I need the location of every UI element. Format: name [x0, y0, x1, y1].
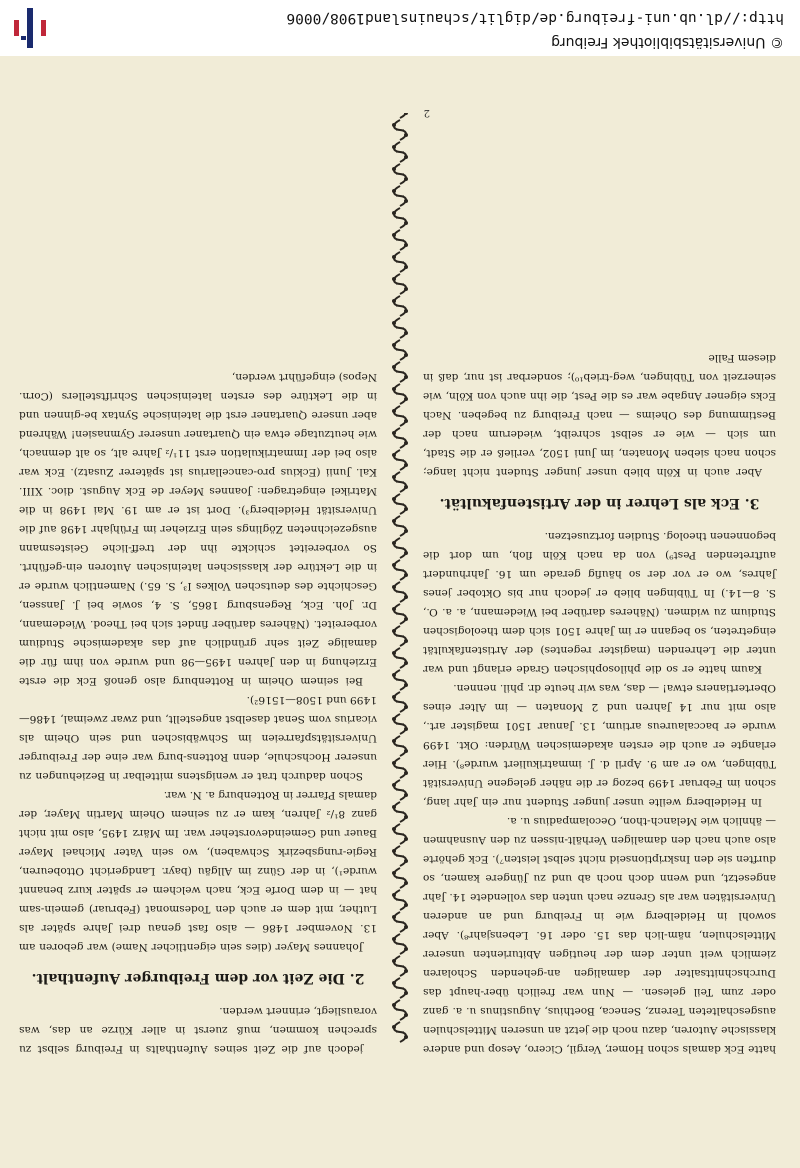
library-logo[interactable]	[10, 6, 50, 50]
page-number: 2	[423, 107, 430, 118]
ornamental-divider	[387, 113, 413, 1043]
paragraph: Kaum hatte er so die philosophischen Grade erlangt und war unter die Lehrenden (magister regentes) der Artistenfakultät eingetreten, so begann er im Jahre 1501 sich dem theologischen Studium zu widmen. (Näheres darüber bei Wiedemann, a. a. O., S. 8—14.) In Tübingen blieb er jedoch nur bis Oktober jenes Jahres, wo er vor der so häufig gerade um 16. Jahrhundert auftretenden Pest⁹) von da nach Köln floh, um dort die begonnenen theolog. Studien fortzusetzen.	[423, 530, 776, 675]
section-heading: 2. Die Zeit vor dem Freiburger Aufenthalt.	[31, 970, 365, 986]
paragraph: Aber auch in Köln blieb unser junger Student nicht lange; schon nach sieben Monaten, im Juni 1502, verließ er die Stadt, um sich — wie er selbst schreibt, wiederum nach der Bestimmung des Oheims — nach Freiburg zu begeben. Nach Ecks eigener Angabe war es die Pest, die ihn auch von Köln, wie seinerzeit von Tübingen, weg-trieb¹⁰); sonderbar ist nur, daß in diesem Falle	[423, 352, 776, 478]
paragraph: Bei seinem Oheim in Rottenburg also genoß Eck die erste Erziehung in den Jahren 1495—98 und wurde von ihm für die damalige Zeit sehr gründlich auf das akademische Studium vorbereitet. (Näheres darüber findet sich bei Theod. Wiedemann, Dr. Joh. Eck, Regensburg 1865, S. 4, sowie bei J. Janssen, Geschichte des deutschen Volkes I³, S. 65.) Namentlich wurde er in die Lektüre der klassischen lateinischen Autoren ein-geführt. So vorbereitet schickte ihn der treff-liche Geistesmann ausgezeichneten Zöglings sein Erzieher im Frühjahr 1498 auf die Universität Heidelberg³). Dort ist er am 19. Mai 1498 in die Matrikel eingetragen: Joannes Meyer de Eck August. dioc. XIII. Kal. Junii (Eckius pro-cancellarius ist späterer Zusatz). Eck war also bei der Immatrikulation erst 11¹/₂ Jahre alt, so alt demnach, wie heutzutage etwa ein Quartaner unserer Gymnasien! Während aber unsere Quartaner erst die lateinische Syntax be-ginnen und in die Lektüre des ersten lateinischen Schriftstellers (Corn. Nepos) eingeführt werden,	[19, 371, 377, 687]
paragraph: jedoch auf die Zeit seines Aufenthalts in Freiburg selbst zu sprechen kommen, muß zuerst in aller Kürze an das, was vorausliegt, erinnert werden.	[19, 1005, 377, 1055]
right-column	[19, 367, 377, 1058]
left-column	[423, 348, 776, 1058]
document-url-link[interactable]: http://dl.ub.uni-freiburg.de/diglit/schauinsland1908/0006	[286, 10, 784, 26]
library-header-bar	[0, 0, 800, 56]
scanned-page	[0, 56, 800, 1168]
paragraph: Johannes Mayer (dies sein eigentlicher Name) war geboren am 13. November 1486 — also fast genau drei Jahre später als Luther, mit dem er auch den Todesmonat (Februar) gemein-sam hat — in dem Dorfe Eck, nach welchem er später kurz benannt wurde¹), in der Günz im Allgäu (bayr. Landgericht Ottobeuren, Regie-rungsbezirk Schwaben), wo sein Vater Michael Mayer Bauer und Gemeindevorsteher war. Im März 1495, also mit nicht ganz 8¹/₂ Jahren, kam er zu seinem Oheim Martin Mayer, der damals Pfarrer in Rottenburg a. N. war.	[19, 789, 377, 953]
paragraph: hatte Eck damals schon Homer, Vergil, Cicero, Aesop und andere klassische Autoren, dazu noch die jetzt an unseren Mittelschulen ausgeschalteten Terenz, Seneca, Boethius, Augustinus u. a. ganz oder zum Teil gelesen. — Nun war freilich über-haupt das Durchschnittsalter der damaligen an-gehenden Scholaren ziemlich weit unter dem der heutigen Abiturienten unserer Mittelschulen, näm-lich das 15. oder 16. Lebensjahr⁸). Aber sowohl in Heidelberg wie in Freiburg und an anderen Universitäten war als Grenze nach unten das vollendete 14. Jahr angesetzt, und wenn doch noch ab und zu Jüngere kamen, so durften sie den Inskriptionseid nicht selbst leisten⁷). Eck gehörte also auch nach den damaligen Verhält-nissen zu den Ausnahmen — ähnlich wie Melanch-thon, Oecolampadius u. a.	[423, 815, 776, 1055]
paragraph: Schon dadurch trat er wenigstens mittelbar in Beziehungen zu unserer Hochschule, denn Rottens-burg war eine der Freiburger Universitätspfarreien im Schwäbischen und sein Oheim als vicarius vom Senat daselbst angestellt, und zwar zweimal, 1486—1499 und 1508—1516²).	[19, 694, 377, 782]
paragraph: In Heidelberg weilte unser junger Student nur ein Jahr lang, schon im Februar 1499 bezog er die näher gelegene Universität Tübingen, wo er am 9. April d. J. immatrikuliert wurde⁸). Hier erlangte er auch die ersten akademischen Würden: Okt. 1499 wurde er baccalaureus artium, 13. Januar 1501 magister art., also mit nur 14 Jahren und 2 Monaten — im Alter eines Obertertianers etwa! — das, was wir heute dr. phil. nennen.	[423, 682, 776, 808]
section-heading: 3. Eck als Lehrer in der Artistenfakultät.	[439, 495, 760, 511]
copyright-text: © Universitätsbibliothek Freiburg	[551, 34, 784, 50]
